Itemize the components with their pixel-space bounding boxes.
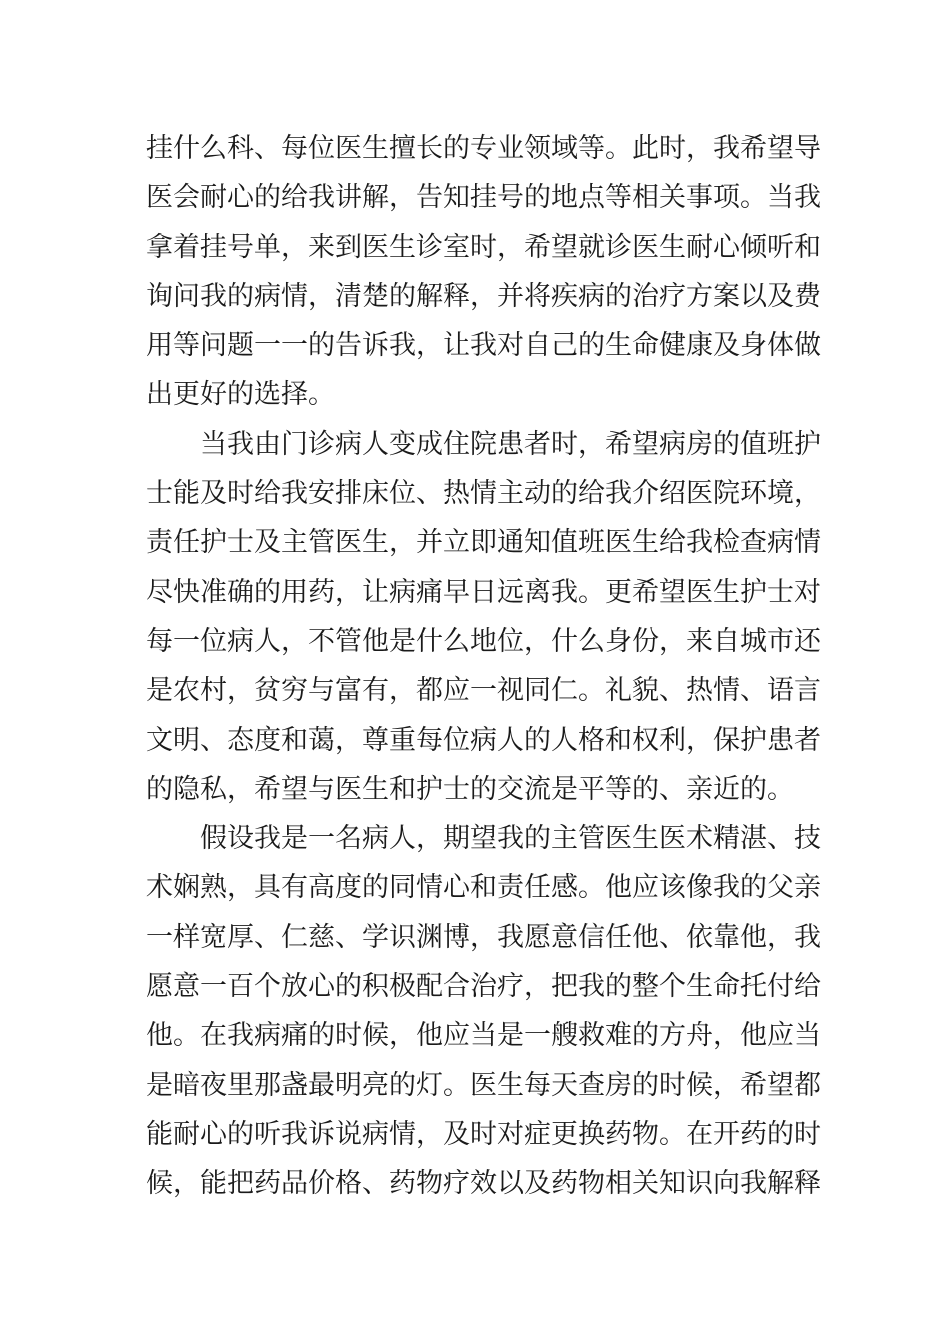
text-line: 是农村，贫穷与富有，都应一视同仁。礼貌、热情、语言: [146, 675, 821, 707]
text-line: 是暗夜里那盏最明亮的灯。医生每天查房的时候，希望都: [146, 1069, 821, 1101]
text-line: 医会耐心的给我讲解，告知挂号的地点等相关事项。当我: [146, 182, 821, 214]
text-line: 文明、态度和蔼，尊重每位病人的人格和权利，保护患者: [146, 724, 821, 756]
text-line: 一样宽厚、仁慈、学识渊博，我愿意信任他、依靠他，我: [146, 921, 821, 953]
text-line: 用等问题一一的告诉我，让我对自己的生命健康及身体做: [146, 330, 821, 362]
text-line: 拿着挂号单，来到医生诊室时，希望就诊医生耐心倾听和: [146, 231, 821, 263]
text-line: 出更好的选择。: [146, 379, 335, 411]
text-line: 询问我的病情，清楚的解释，并将疾病的治疗方案以及费: [146, 280, 821, 312]
body-text: [146, 124, 821, 1209]
text-line: 每一位病人，不管他是什么地位，什么身份，来自城市还: [146, 625, 821, 657]
text-line: 候，能把药品价格、药物疗效以及药物相关知识向我解释: [146, 1168, 821, 1200]
paragraph-first-line: 当我由门诊病人变成住院患者时，希望病房的值班护: [200, 428, 821, 460]
text-line: 责任护士及主管医生，并立即通知值班医生给我检查病情: [146, 527, 821, 559]
paragraph-first-line: 假设我是一名病人，期望我的主管医生医术精湛、技: [200, 823, 821, 855]
text-line: 愿意一百个放心的积极配合治疗，把我的整个生命托付给: [146, 971, 821, 1003]
text-line: 的隐私，希望与医生和护士的交流是平等的、亲近的。: [146, 773, 794, 805]
text-line: 能耐心的听我诉说病情，及时对症更换药物。在开药的时: [146, 1118, 821, 1150]
text-line: 士能及时给我安排床位、热情主动的给我介绍医院环境，: [146, 478, 821, 510]
text-line: 尽快准确的用药，让病痛早日远离我。更希望医生护士对: [146, 576, 821, 608]
text-line: 挂什么科、每位医生擅长的专业领域等。此时，我希望导: [146, 133, 821, 164]
text-line: 他。在我病痛的时候，他应当是一艘救难的方舟，他应当: [146, 1020, 821, 1052]
text-line: 术娴熟，具有高度的同情心和责任感。他应该像我的父亲: [146, 872, 821, 904]
